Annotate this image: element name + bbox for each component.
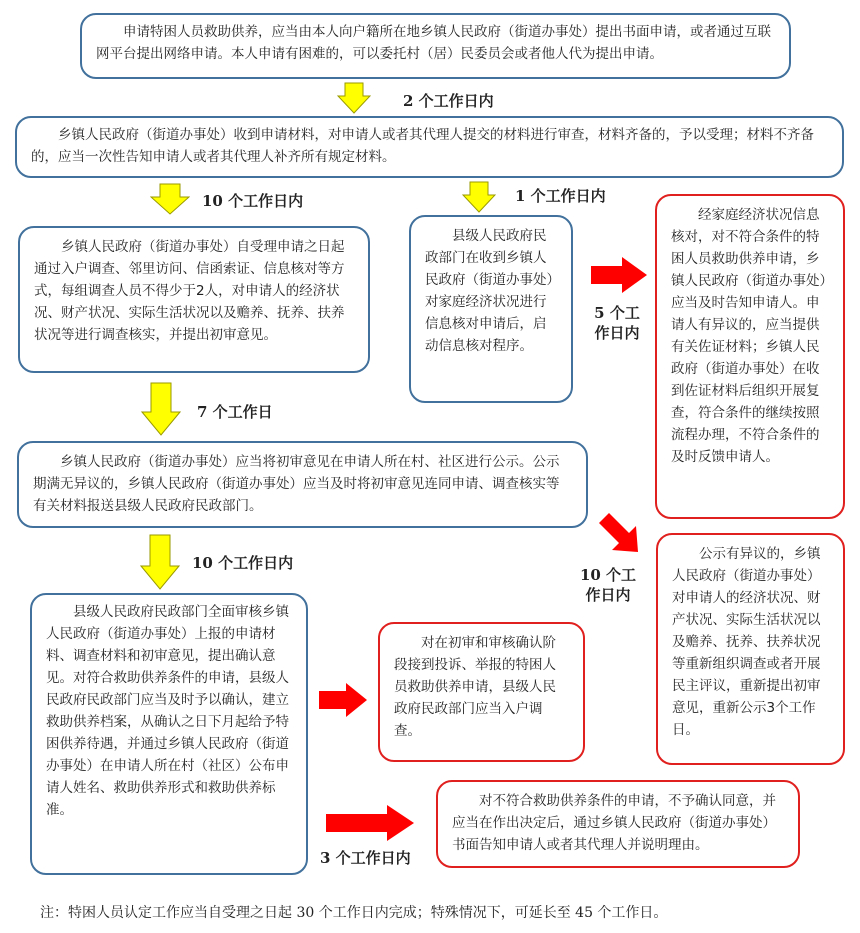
footnote: 注：特困人员认定工作应当自受理之日起 30 个工作日内完成；特殊情况下，可延长至 45 个工作日。	[40, 905, 668, 921]
time-label-10days-c: 10 个工作日内	[579, 566, 637, 604]
publicity-box: 乡镇人民政府（街道办事处）应当将初审意见在申请人所在村、社区进行公示。公示期满无异议的，乡镇人民政府（街道办事处）应当及时将初审意见连同申请、调查核实等有关材料报送县级人民政府民政部门。	[17, 441, 588, 528]
right-arrow-1	[590, 256, 648, 294]
time-label-7days: 7 个工作日	[197, 403, 273, 421]
complaint-box: 对在初审和审核确认阶段接到投诉、举报的特困人员救助供养申请，县级人民政府民政部门应当入户调查。	[378, 622, 585, 762]
time-label-10days-a: 10 个工作日内	[202, 192, 304, 210]
time-label-10days-b: 10 个工作日内	[192, 554, 294, 572]
investigate-box: 乡镇人民政府（街道办事处）自受理申请之日起通过入户调查、邻里访问、信函索证、信息核对等方式，每组调查人员不得少于2人，对申请人的经济状况、财产状况、实际生活状况以及赡养、抚养、扶养状况等进行调查核实，并提出初审意见。	[18, 226, 370, 373]
objection-box: 公示有异议的，乡镇人民政府（街道办事处）对申请人的经济状况、财产状况、实际生活状况以及赡养、抚养、扶养状况等重新组织调查或者开展民主评议，重新提出初审意见，重新公示3个工作日。	[656, 533, 845, 765]
down-arrow-3	[462, 181, 496, 213]
reject-box: 对不符合救助供养条件的申请，不予确认同意，并应当在作出决定后，通过乡镇人民政府（街道办事处）书面告知申请人或者其代理人并说明理由。	[436, 780, 800, 868]
time-label-1day: 1 个工作日内	[515, 187, 606, 205]
right-arrow-3	[325, 804, 415, 842]
down-arrow-2	[150, 183, 190, 215]
county-verify-box: 县级人民政府民政部门在收到乡镇人民政府（街道办事处）对家庭经济状况进行信息核对申请后，启动信息核对程序。	[409, 215, 573, 403]
diagonal-arrow	[598, 512, 646, 560]
time-label-2days: 2 个工作日内	[403, 92, 494, 110]
down-arrow-5	[140, 534, 180, 590]
right-arrow-2	[318, 682, 368, 718]
apply-box: 申请特困人员救助供养，应当由本人向户籍所在地乡镇人民政府（街道办事处）提出书面申请，或者通过互联网平台提出网络申请。本人申请有困难的，可以委托村（居）民委员会或者他人代为提出申请。	[80, 13, 791, 79]
down-arrow-4	[141, 382, 181, 436]
down-arrow-1	[337, 82, 371, 114]
time-label-5days: 5 个工作日内	[594, 304, 640, 342]
time-label-3days: 3 个工作日内	[320, 849, 411, 867]
accept-box: 乡镇人民政府（街道办事处）收到申请材料，对申请人或者其代理人提交的材料进行审查，材料齐备的，予以受理；材料不齐备的，应当一次性告知申请人或者其代理人补齐所有规定材料。	[15, 116, 844, 178]
verify-result-box: 经家庭经济状况信息核对，对不符合条件的特困人员救助供养申请，乡镇人民政府（街道办事处）应当及时告知申请人。申请人有异议的，应当提供有关佐证材料；乡镇人民政府（街道办事处）在收到佐证材料后组织开展复查，符合条件的继续按照流程办理，不符合条件的及时反馈申请人。	[655, 194, 845, 519]
county-review-box: 县级人民政府民政部门全面审核乡镇人民政府（街道办事处）上报的申请材料、调查材料和初审意见，提出确认意见。对符合救助供养条件的申请，县级人民政府民政部门应当及时予以确认，建立救助供养档案，从确认之日下月起给予特困供养待遇，并通过乡镇人民政府（街道办事处）在申请人所在村（社区）公布申请人姓名、救助供养形式和救助供养标准。	[30, 593, 308, 875]
